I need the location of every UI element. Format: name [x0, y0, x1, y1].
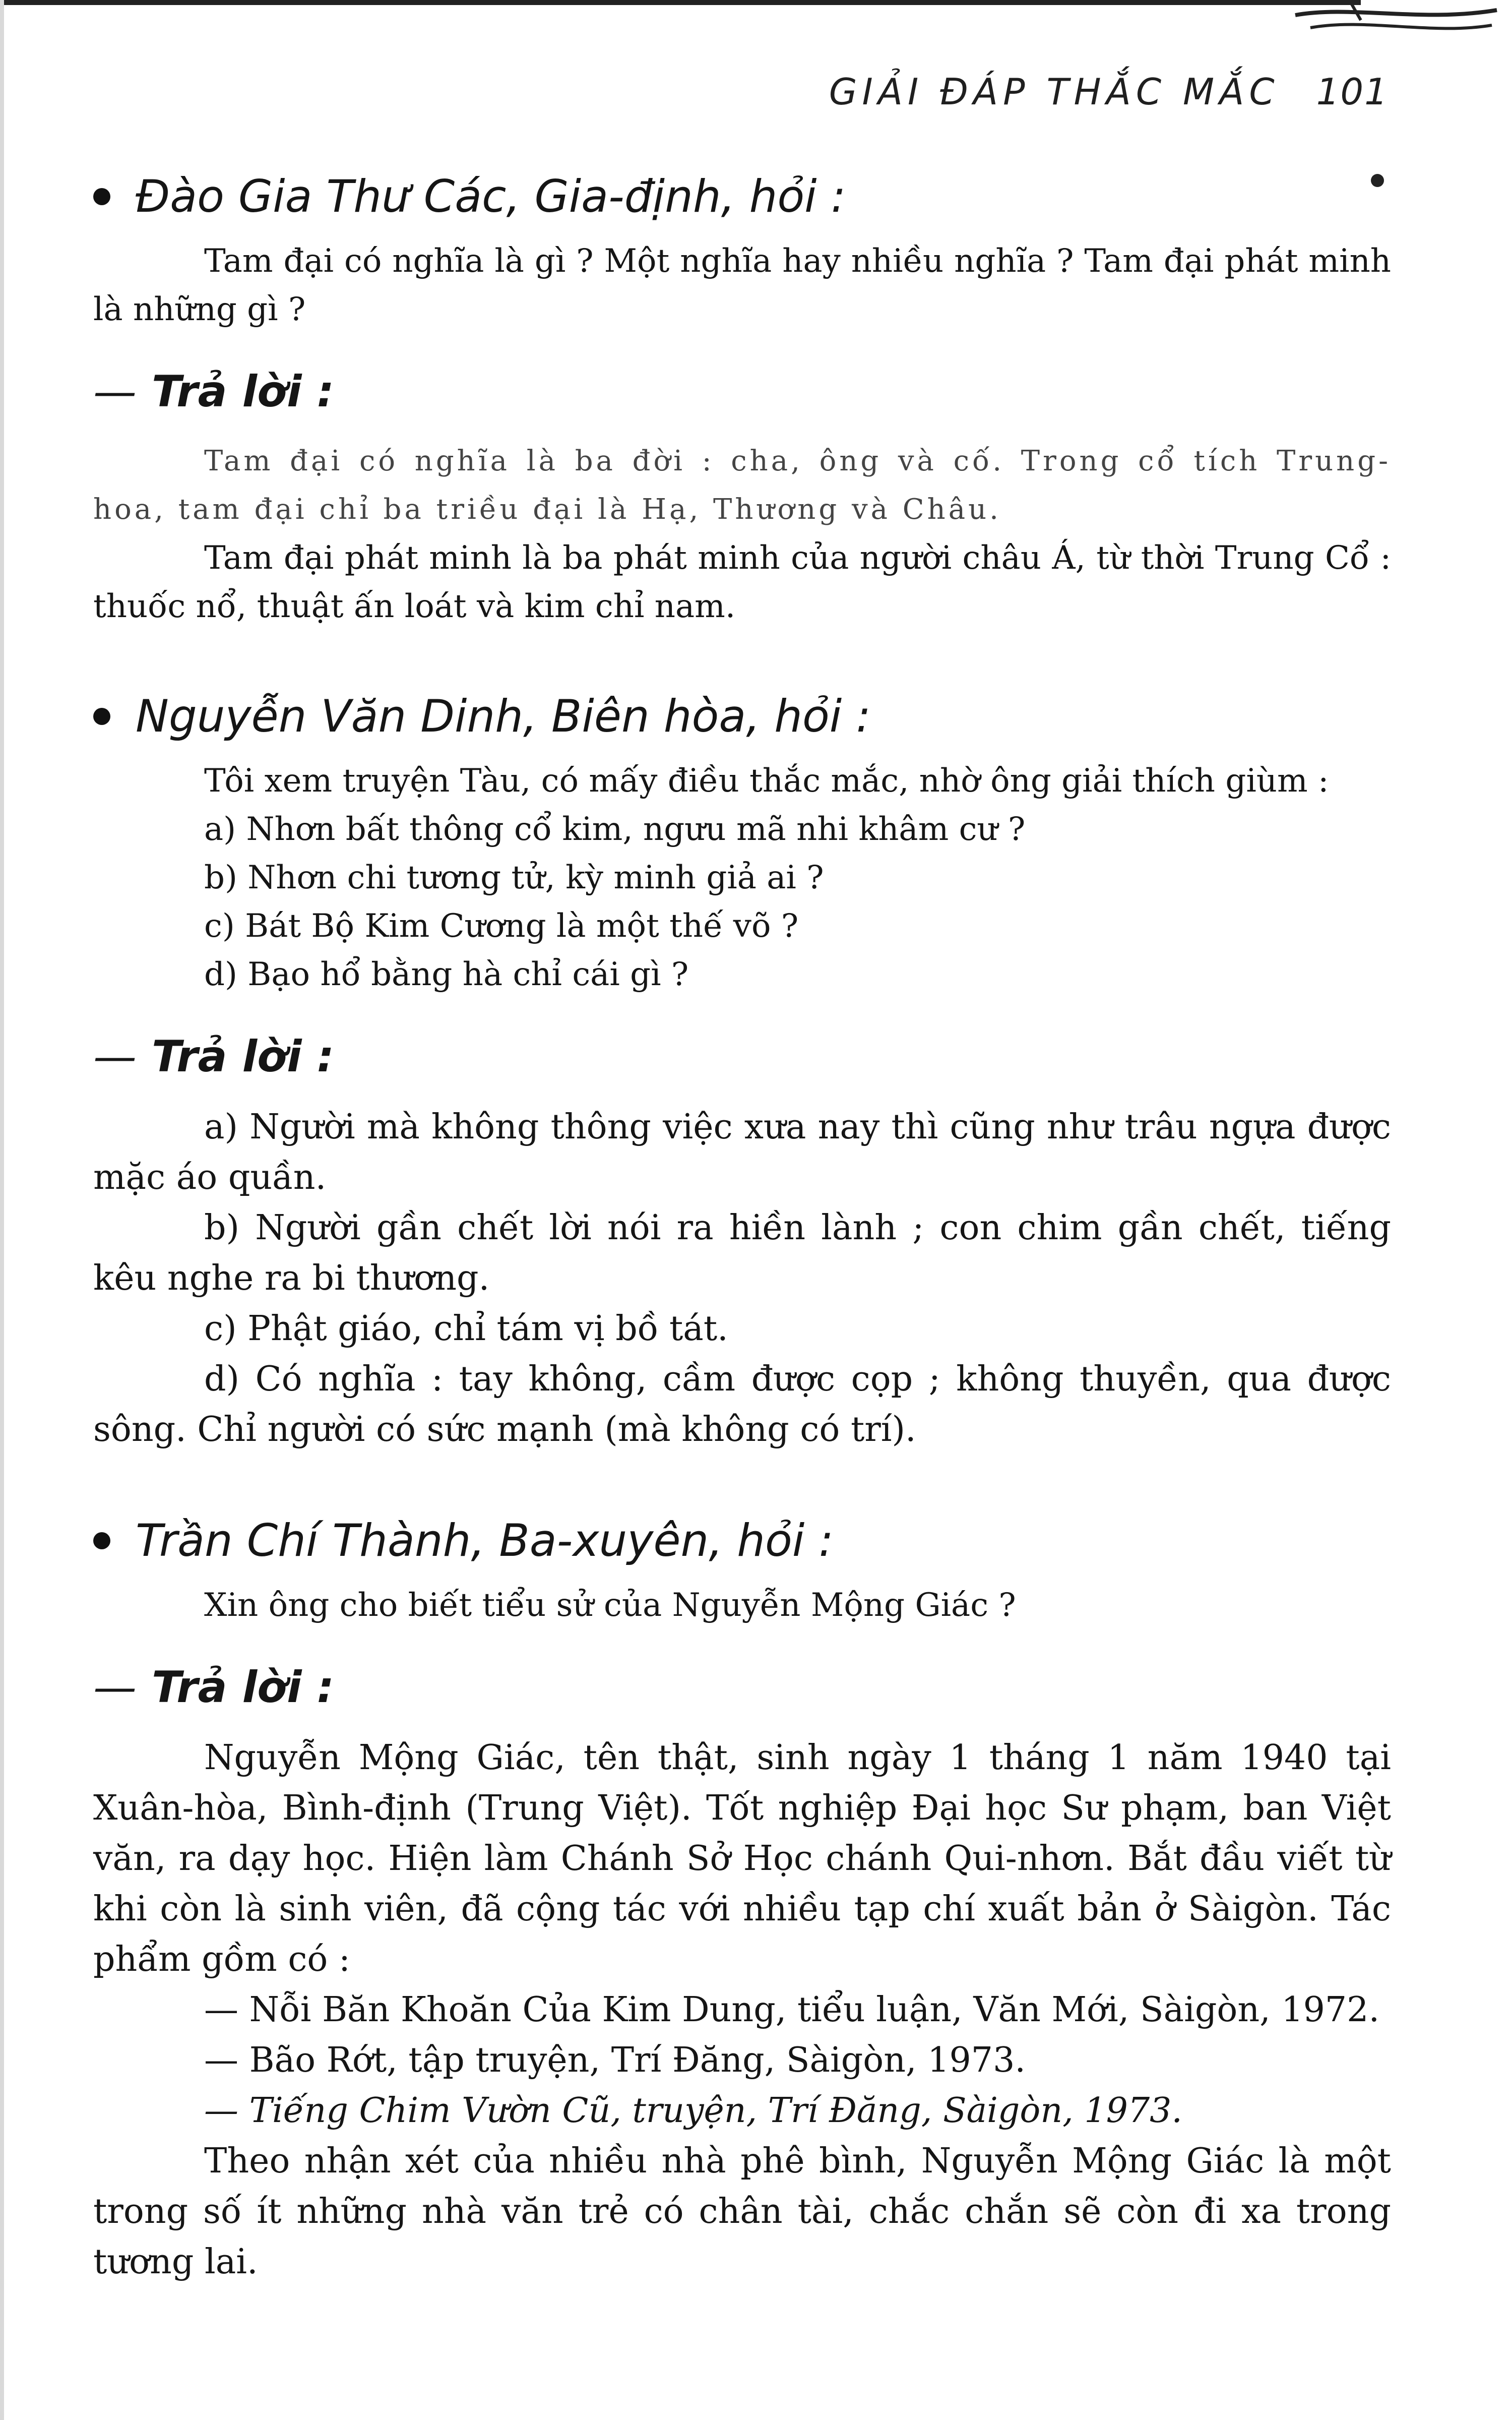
dash-mark: —: [93, 1662, 137, 1713]
answer-paragraph: Tam đại có nghĩa là ba đời : cha, ông và cố. Trong cổ tích Trung-hoa, tam đại chỉ ba triều đại là Hạ, Thương và Châu.: [93, 445, 1391, 526]
corner-scribble-mark: [1290, 0, 1502, 40]
answer-item: b) Người gần chết lời nói ra hiền lành ; con chim gần chết, tiếng kêu nghe ra bi thương.: [93, 1208, 1391, 1298]
bullet-icon: [93, 1532, 110, 1549]
bio-paragraph: Nguyễn Mộng Giác, tên thật, sinh ngày 1 tháng 1 năm 1940 tại Xuân-hòa, Bình-định (Trung Việt). Tốt nghiệp Đại học Sư phạm, ban Việt văn, ra dạy học. Hiện làm Chánh Sở Học chánh Qui-nhơn. Bắt đầu viết từ khi còn là sinh viên, đã cộng tác với nhiều tạp chí xuất bản ở Sàigòn. Tác phẩm gồm có :: [93, 1738, 1391, 1979]
answer-label: Trả lời :: [152, 1662, 334, 1713]
page-number: 101: [1316, 71, 1389, 113]
running-header: [829, 71, 1389, 113]
asker-name: Trần Chí Thành, Ba-xuyên, hỏi :: [136, 1515, 834, 1566]
answer-label: Trả lời :: [152, 367, 334, 417]
asker-line: [93, 686, 1391, 747]
question-text: Tôi xem truyện Tàu, có mấy điều thắc mắc, nhờ ông giải thích giùm :: [204, 762, 1329, 800]
question-item: d) Bạo hổ bằng hà chỉ cái gì ?: [204, 956, 689, 993]
question-text: Tam đại có nghĩa là gì ? Một nghĩa hay nhiều nghĩa ? Tam đại phát minh là những gì ?: [93, 243, 1391, 328]
page-top-edge: [0, 0, 1361, 5]
bullet-icon: [93, 188, 110, 205]
page-left-edge: [0, 0, 4, 2420]
dash-mark: —: [93, 1032, 137, 1082]
asker-line: [93, 1510, 1391, 1571]
qa-block-3: [93, 1510, 1391, 2287]
question-item: a) Nhơn bất thông cổ kim, ngưu mã nhi khâm cư ?: [204, 811, 1026, 848]
asker-name: Đào Gia Thư Các, Gia-định, hỏi :: [136, 170, 846, 222]
answer-label: Trả lời :: [152, 1032, 334, 1082]
works-item: — Bão Rớt, tập truyện, Trí Đăng, Sàigòn, 1973.: [204, 2040, 1026, 2080]
qa-block-2: [93, 686, 1391, 1455]
question-item: b) Nhơn chi tương tử, kỳ minh giả ai ?: [204, 859, 824, 896]
qa-block-1: [93, 166, 1391, 631]
question-text: Xin ông cho biết tiểu sử của Nguyễn Mộng Giác ?: [204, 1587, 1016, 1624]
question-item: c) Bát Bộ Kim Cương là một thế võ ?: [204, 908, 799, 945]
answer-item: d) Có nghĩa : tay không, cầm được cọp ; không thuyền, qua được sông. Chỉ người có sức mạnh (mà không có trí).: [93, 1359, 1391, 1449]
answer-item: a) Người mà không thông việc xưa nay thì cũng như trâu ngựa được mặc áo quần.: [93, 1107, 1391, 1197]
answer-heading: [93, 1026, 1391, 1087]
dash-mark: —: [93, 367, 137, 417]
answer-item: c) Phật giáo, chỉ tám vị bồ tát.: [204, 1309, 728, 1349]
works-item: — Tiếng Chim Vườn Cũ, truyện, Trí Đăng, Sàigòn, 1973.: [204, 2091, 1183, 2131]
page-content: [93, 166, 1391, 2343]
closing-paragraph: Theo nhận xét của nhiều nhà phê bình, Nguyễn Mộng Giác là một trong số ít những nhà văn trẻ có chân tài, chắc chắn sẽ còn đi xa trong tương lai.: [93, 2141, 1391, 2282]
answer-paragraph: Tam đại phát minh là ba phát minh của người châu Á, từ thời Trung Cổ : thuốc nổ, thuật ấn loát và kim chỉ nam.: [93, 539, 1391, 625]
bullet-icon: [93, 708, 110, 725]
asker-name: Nguyễn Văn Dinh, Biên hòa, hỏi :: [136, 690, 871, 742]
asker-line: [93, 166, 1391, 227]
answer-heading: [93, 1657, 1391, 1718]
running-title: GIẢI ĐÁP THẮC MẮC: [829, 71, 1280, 113]
answer-heading: [93, 361, 1391, 422]
works-item: — Nỗi Băn Khoăn Của Kim Dung, tiểu luận, Văn Mới, Sàigòn, 1972.: [204, 1990, 1380, 2030]
